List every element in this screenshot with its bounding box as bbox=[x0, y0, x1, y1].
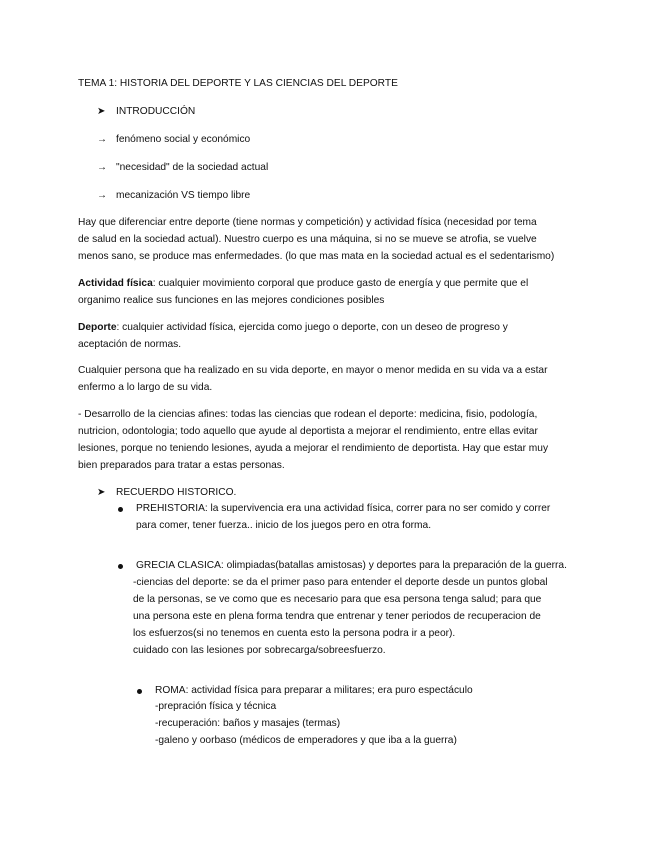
list-item-line: los esfuerzos(si no tenemos en cuenta esto la persona podra ir a peor). bbox=[133, 628, 456, 639]
paragraph-line: bien preparados para tratar a estas personas. bbox=[78, 460, 285, 471]
definition-line bbox=[78, 320, 508, 336]
list-item-line: PREHISTORIA: la supervivencia era una actividad física, correr para no ser comido y correr bbox=[136, 503, 551, 514]
document-title: TEMA 1: HISTORIA DEL DEPORTE Y LAS CIENCIAS DEL DEPORTE bbox=[78, 78, 398, 89]
arrow-right-icon: → bbox=[97, 162, 107, 173]
intro-bullet: fenómeno social y económico bbox=[116, 134, 251, 145]
definition-term: Actividad física bbox=[78, 278, 153, 289]
definition-text: : cualquier movimiento corporal que produce gasto de energía y que permite que el bbox=[152, 278, 529, 289]
paragraph-line: organimo realice sus funciones en las mejores condiciones posibles bbox=[78, 295, 385, 306]
definition-term: Deporte bbox=[78, 322, 117, 333]
bullet-dot-icon bbox=[118, 507, 123, 512]
list-item-line: -ciencias del deporte: se da el primer paso para entender el deporte desde un puntos global bbox=[133, 577, 548, 588]
list-item-line: -prepración física y técnica bbox=[155, 701, 277, 712]
list-item-line: -galeno y oorbaso (médicos de emperadores y que iba a la guerra) bbox=[155, 735, 457, 746]
paragraph-line: lesiones, porque no teniendo lesiones, ayuda a mejorar el rendimiento de deportista. Hay que estar muy bbox=[78, 443, 549, 454]
intro-heading: INTRODUCCIÓN bbox=[116, 106, 196, 117]
list-item-line: -recuperación: baños y masajes (termas) bbox=[155, 718, 341, 729]
arrow-right-icon: → bbox=[97, 190, 107, 201]
paragraph-line: Hay que diferenciar entre deporte (tiene normas y competición) y actividad física (necesidad por tema bbox=[78, 217, 537, 228]
arrowhead-bullet-icon: ➤ bbox=[97, 106, 106, 117]
list-item-line: para comer, tener fuerza.. inicio de los juegos pero en otra forma. bbox=[136, 520, 432, 531]
paragraph-line: de salud en la sociedad actual). Nuestro cuerpo es una máquina, si no se mueve se atrofia, se vuelve bbox=[78, 234, 537, 245]
bullet-dot-icon bbox=[137, 689, 142, 694]
arrow-right-icon: → bbox=[97, 134, 107, 145]
paragraph-line: menos sano, se produce mas enfermedades. (lo que mas mata en la sociedad actual es el sedentarismo) bbox=[78, 251, 555, 262]
paragraph-line: nutricion, odontologia; todo aquello que ayude al deportista a mejorar el rendimiento, entre ellas evitar bbox=[78, 426, 538, 437]
list-item-line: una persona este en plena forma tendra que entrenar y tener periodos de recuperacion de bbox=[133, 611, 541, 622]
arrowhead-bullet-icon: ➤ bbox=[97, 487, 106, 498]
paragraph-line: Cualquier persona que ha realizado en su vida deporte, en mayor o menor medida en su vida va a estar bbox=[78, 365, 548, 376]
list-item-line: de la personas, se ve como que es necesario para que esa persona tenga salud; para que bbox=[133, 594, 542, 605]
section-heading: RECUERDO HISTORICO. bbox=[116, 487, 237, 498]
list-item-line: cuidado con las lesiones por sobrecarga/sobreesfuerzo. bbox=[133, 645, 386, 656]
bullet-dot-icon bbox=[118, 564, 123, 569]
definition-text: : cualquier actividad física, ejercida como juego o deporte, con un deseo de progreso y bbox=[116, 322, 508, 333]
paragraph-line: enfermo a lo largo de su vida. bbox=[78, 382, 213, 393]
intro-bullet: "necesidad" de la sociedad actual bbox=[116, 162, 269, 173]
paragraph-line: - Desarrollo de la ciencias afines: todas las ciencias que rodean el deporte: medicina, fisio, podología, bbox=[78, 409, 538, 420]
list-item-line: ROMA: actividad física para preparar a militares; era puro espectáculo bbox=[155, 685, 473, 696]
intro-bullet: mecanización VS tiempo libre bbox=[116, 190, 251, 201]
definition-line bbox=[78, 276, 528, 292]
paragraph-line: aceptación de normas. bbox=[78, 339, 182, 350]
list-item-line: GRECIA CLASICA: olimpiadas(batallas amistosas) y deportes para la preparación de la guerra. bbox=[136, 560, 567, 571]
